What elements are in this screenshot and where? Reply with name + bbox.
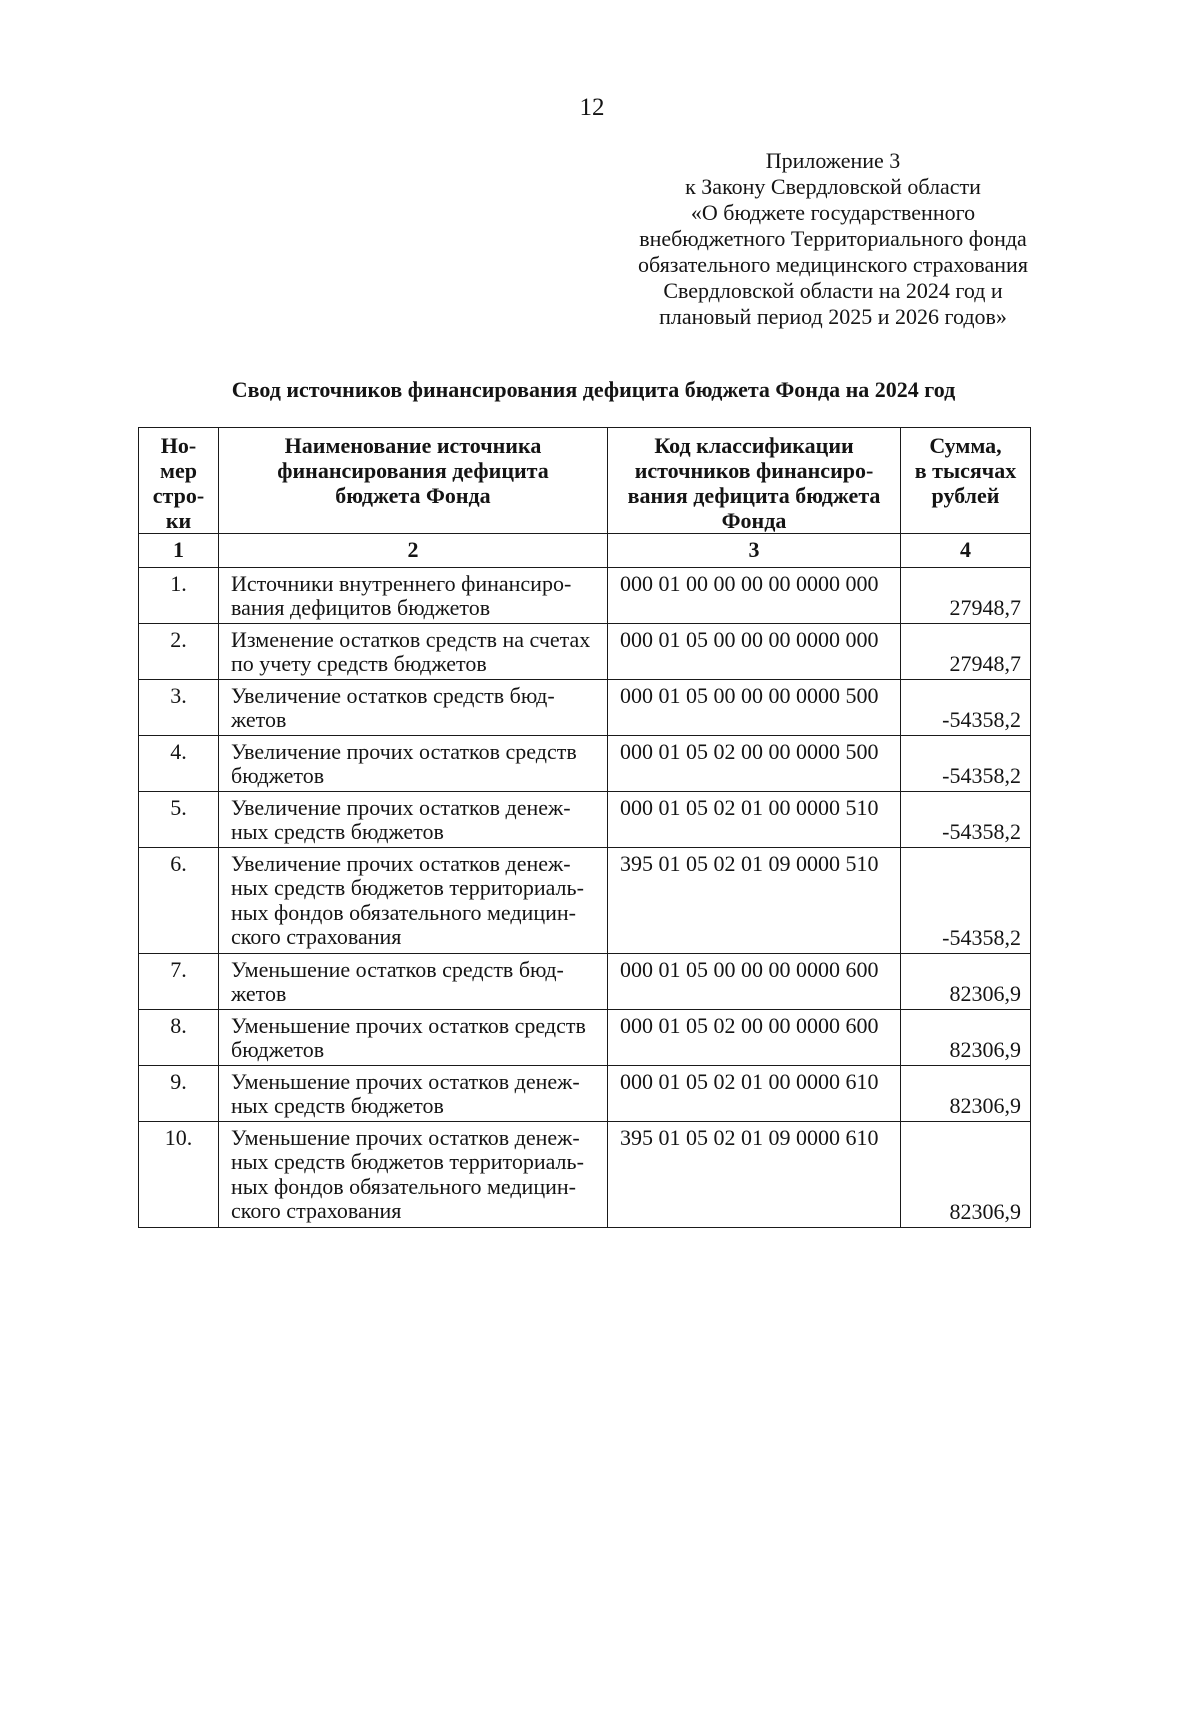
amount-cell: -54358,2 [901, 736, 1031, 792]
appendix-line: плановый период 2025 и 2026 годов» [659, 304, 1007, 329]
table-row [139, 568, 1031, 624]
table-row [139, 792, 1031, 848]
classification-code-cell: 000 01 05 00 00 00 0000 600 [608, 954, 901, 1010]
table-row [139, 736, 1031, 792]
page-number: 12 [579, 94, 605, 121]
amount-cell: 82306,9 [901, 1066, 1031, 1122]
amount-cell: 82306,9 [901, 1122, 1031, 1228]
amount-cell: 27948,7 [901, 568, 1031, 624]
classification-code-cell: 395 01 05 02 01 09 0000 510 [608, 848, 901, 954]
row-number-cell: 9. [139, 1066, 219, 1122]
header-amount: Сумма, в тысячах рублей [901, 428, 1031, 534]
source-name-cell: Изменение остатков средств на счетах по учету средств бюджетов [219, 624, 608, 680]
row-number-cell: 5. [139, 792, 219, 848]
classification-code-cell: 000 01 05 02 01 00 0000 510 [608, 792, 901, 848]
row-number-cell: 3. [139, 680, 219, 736]
source-name-cell: Уменьшение прочих остатков средств бюджетов [219, 1010, 608, 1066]
row-number-cell: 8. [139, 1010, 219, 1066]
column-number: 1 [139, 534, 219, 568]
appendix-line: к Закону Свердловской области [685, 174, 981, 199]
classification-code-cell: 000 01 05 00 00 00 0000 000 [608, 624, 901, 680]
appendix-line: Приложение 3 [765, 148, 901, 173]
source-name-cell: Уменьшение прочих остатков денеж- ных средств бюджетов [219, 1066, 608, 1122]
table-header-row [139, 428, 1031, 534]
column-number: 2 [219, 534, 608, 568]
source-name-cell: Увеличение прочих остатков денеж- ных средств бюджетов [219, 792, 608, 848]
source-name-cell: Увеличение прочих остатков денеж- ных средств бюджетов территориаль- ных фондов обязательного медицин- ского страхования [219, 848, 608, 954]
header-row-number: Но- мер стро- ки [139, 428, 219, 534]
amount-cell: 27948,7 [901, 624, 1031, 680]
appendix-line: Свердловской области на 2024 год и [663, 278, 1003, 303]
classification-code-cell: 000 01 05 02 01 00 0000 610 [608, 1066, 901, 1122]
amount-cell: -54358,2 [901, 792, 1031, 848]
source-name-cell: Увеличение прочих остатков средств бюджетов [219, 736, 608, 792]
classification-code-cell: 000 01 05 02 00 00 0000 500 [608, 736, 901, 792]
appendix-line: «О бюджете государственного [690, 200, 976, 225]
table-row [139, 624, 1031, 680]
column-number: 3 [608, 534, 901, 568]
source-name-cell: Уменьшение прочих остатков денеж- ных средств бюджетов территориаль- ных фондов обязательного медицин- ского страхования [219, 1122, 608, 1228]
appendix-reference [603, 148, 1063, 330]
amount-cell: -54358,2 [901, 848, 1031, 954]
header-source-name: Наименование источника финансирования дефицита бюджета Фонда [219, 428, 608, 534]
row-number-cell: 7. [139, 954, 219, 1010]
table-row [139, 1066, 1031, 1122]
table-row [139, 680, 1031, 736]
row-number-cell: 2. [139, 624, 219, 680]
classification-code-cell: 000 01 05 02 00 00 0000 600 [608, 1010, 901, 1066]
amount-cell: 82306,9 [901, 1010, 1031, 1066]
row-number-cell: 6. [139, 848, 219, 954]
classification-code-cell: 000 01 00 00 00 00 0000 000 [608, 568, 901, 624]
source-name-cell: Источники внутреннего финансиро- вания дефицитов бюджетов [219, 568, 608, 624]
appendix-line: обязательного медицинского страхования [638, 252, 1028, 277]
amount-cell: -54358,2 [901, 680, 1031, 736]
appendix-line: внебюджетного Территориального фонда [639, 226, 1027, 251]
table-row [139, 1010, 1031, 1066]
column-number-row [139, 534, 1031, 568]
classification-code-cell: 395 01 05 02 01 09 0000 610 [608, 1122, 901, 1228]
amount-cell: 82306,9 [901, 954, 1031, 1010]
financing-sources-table [138, 427, 1031, 1228]
table-row [139, 1122, 1031, 1228]
classification-code-cell: 000 01 05 00 00 00 0000 500 [608, 680, 901, 736]
column-number: 4 [901, 534, 1031, 568]
table-row [139, 954, 1031, 1010]
source-name-cell: Увеличение остатков средств бюд- жетов [219, 680, 608, 736]
row-number-cell: 4. [139, 736, 219, 792]
table-row [139, 848, 1031, 954]
row-number-cell: 10. [139, 1122, 219, 1228]
source-name-cell: Уменьшение остатков средств бюд- жетов [219, 954, 608, 1010]
row-number-cell: 1. [139, 568, 219, 624]
document-title: Свод источников финансирования дефицита бюджета Фонда на 2024 год [231, 377, 956, 402]
header-classification-code: Код классификации источников финансиро- вания дефицита бюджета Фонда [608, 428, 901, 534]
